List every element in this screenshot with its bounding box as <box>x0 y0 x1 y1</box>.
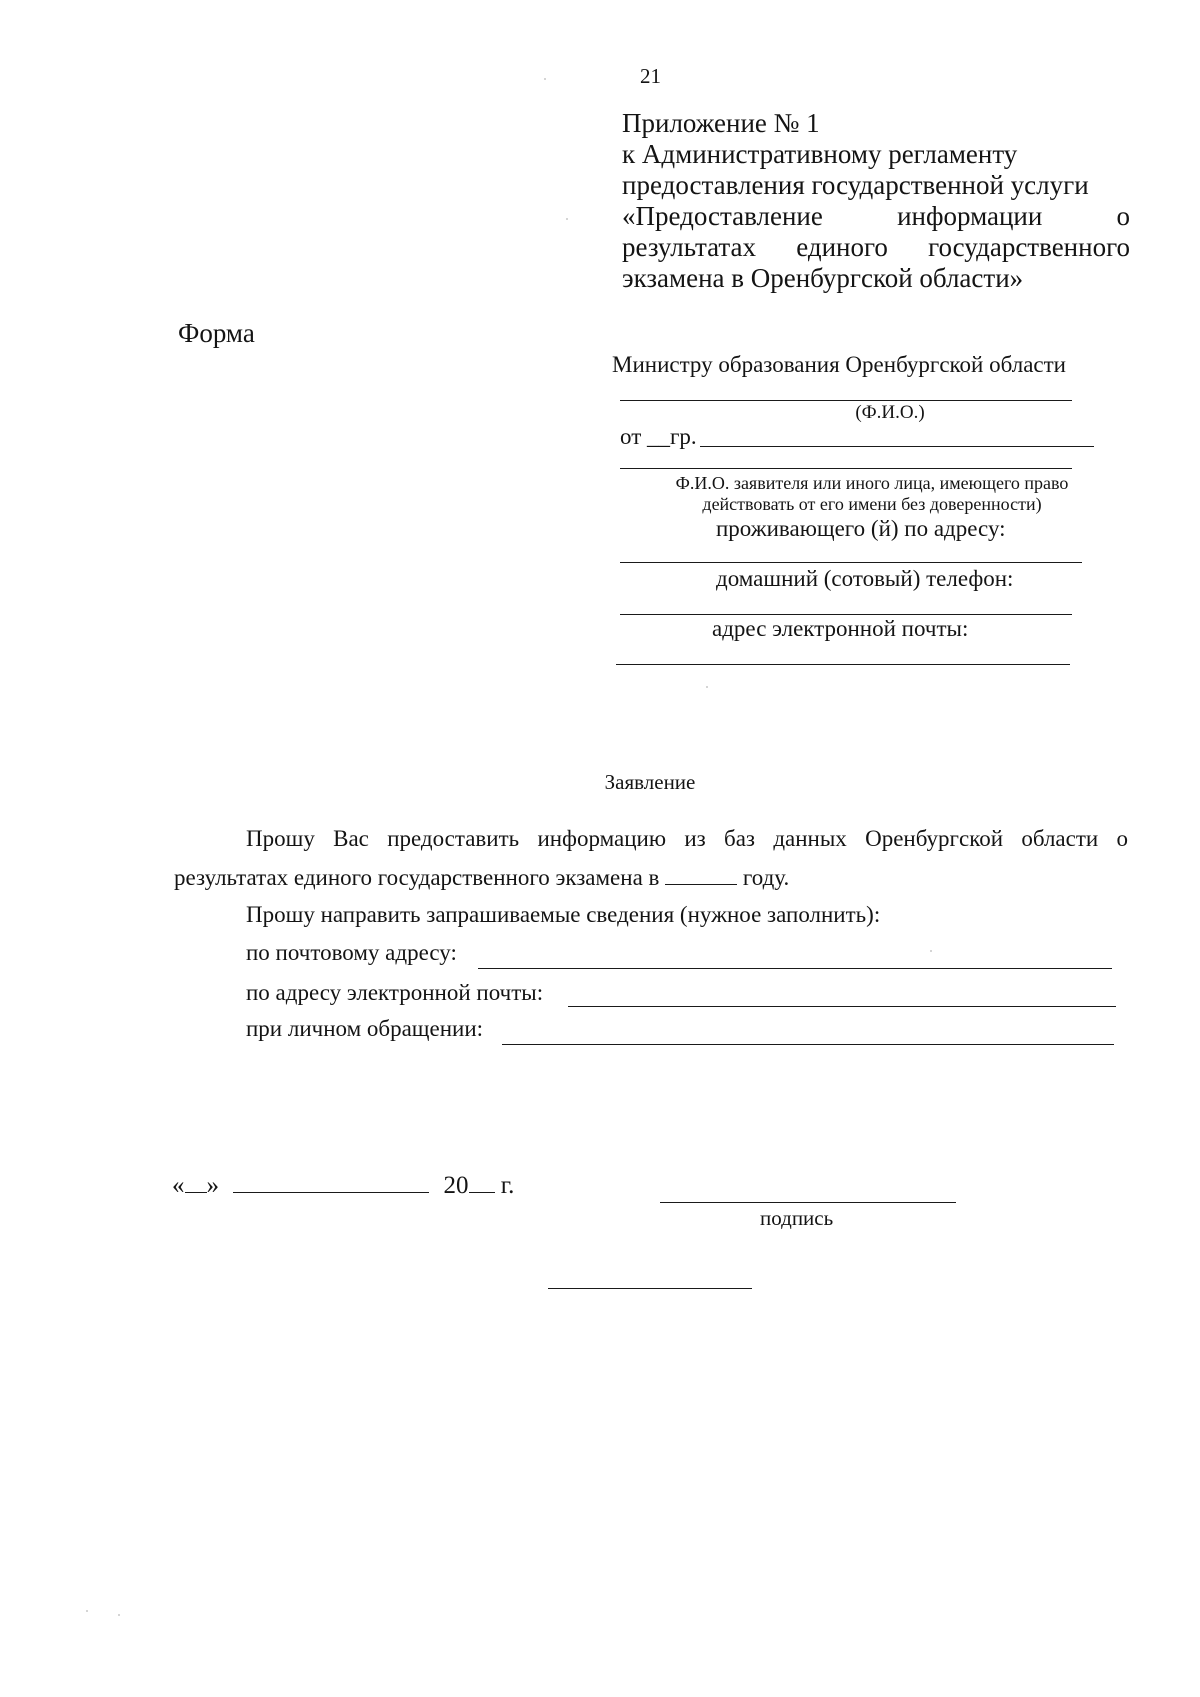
date-field <box>172 1172 514 1200</box>
scan-speck <box>566 218 568 220</box>
date-quote-close: » <box>206 1172 219 1199</box>
applicant-line <box>620 468 1072 469</box>
statement-title: Заявление <box>604 770 696 794</box>
word: предоставить <box>387 826 520 851</box>
option-postal-line <box>478 968 1112 969</box>
word: данных <box>773 826 847 851</box>
fio-caption: (Ф.И.О.) <box>855 402 925 423</box>
address-line <box>620 562 1082 563</box>
appendix-line-2: к Административному регламенту <box>622 139 1018 169</box>
applicant-caption-2: действовать от его имени без доверенности) <box>702 494 1042 514</box>
appendix-header <box>622 108 1130 294</box>
appendix-line-3: предоставления государственной услуги <box>622 170 1089 200</box>
scan-speck <box>706 686 708 688</box>
word: из <box>684 826 706 851</box>
exam-year-suffix: году. <box>742 865 790 890</box>
option-email-label: по адресу электронной почты: <box>246 980 544 1005</box>
word: области <box>1021 826 1099 851</box>
phone-label: домашний (сотовый) телефон: <box>716 566 1014 591</box>
word: Вас <box>333 826 369 851</box>
applicant-caption-1: Ф.И.О. заявителя или иного лица, имеющего право <box>675 473 1069 493</box>
option-postal-label: по почтовому адресу: <box>246 940 457 965</box>
appendix-line-4-word: о <box>1116 201 1130 231</box>
scan-speck <box>86 1610 88 1612</box>
appendix-line-6: экзамена в Оренбургской области» <box>622 263 1024 293</box>
appendix-line-4 <box>622 201 1130 232</box>
word: о <box>1116 826 1128 851</box>
scan-speck <box>118 1614 120 1616</box>
year-blank <box>469 1172 495 1193</box>
email-label: адрес электронной почты: <box>712 616 969 641</box>
option-personal-label: при личном обращении: <box>246 1016 484 1041</box>
word: Оренбургской <box>865 826 1004 851</box>
word: информацию <box>537 826 667 851</box>
option-personal-line <box>502 1044 1114 1045</box>
appendix-line-4-word: «Предоставление <box>622 201 823 231</box>
from-prefix: от __гр. <box>620 424 697 449</box>
residing-label: проживающего (й) по адресу: <box>716 516 1006 541</box>
email-line <box>616 664 1070 665</box>
statement-para2: Прошу направить запрашиваемые сведения (нужное заполнить): <box>246 902 881 927</box>
scan-speck <box>544 78 546 80</box>
option-email-line <box>568 1006 1116 1007</box>
form-label: Форма <box>178 318 255 348</box>
closing-separator-line <box>548 1288 752 1289</box>
appendix-line-5-word: результатах <box>622 232 757 262</box>
statement-para1-line1 <box>246 826 1128 852</box>
exam-year-prefix: результатах единого государственного экзамена в <box>174 865 660 890</box>
appendix-line-5-word: единого <box>796 232 888 262</box>
appendix-title: Приложение № 1 <box>622 108 820 138</box>
addressee-to: Министру образования Оренбургской области <box>612 352 1066 377</box>
year-suffix: г. <box>500 1172 515 1199</box>
day-blank <box>185 1172 207 1193</box>
statement-para1-line2 <box>174 864 789 891</box>
appendix-line-5 <box>622 232 1130 263</box>
word: Прошу <box>246 826 315 851</box>
date-quote-open: « <box>172 1172 185 1199</box>
appendix-line-4-word: информации <box>897 201 1043 231</box>
signature-line <box>660 1202 956 1203</box>
word: баз <box>724 826 756 851</box>
phone-line <box>620 614 1072 615</box>
appendix-line-5-word: государственного <box>928 232 1130 262</box>
exam-year-blank <box>665 864 737 885</box>
month-blank <box>233 1172 429 1193</box>
addressee-name-line <box>620 400 1072 401</box>
signature-caption: подпись <box>760 1206 834 1230</box>
from-name-line <box>700 446 1094 447</box>
page-number: 21 <box>640 64 661 88</box>
year-prefix: 20 <box>443 1172 469 1199</box>
scan-speck <box>930 950 932 952</box>
